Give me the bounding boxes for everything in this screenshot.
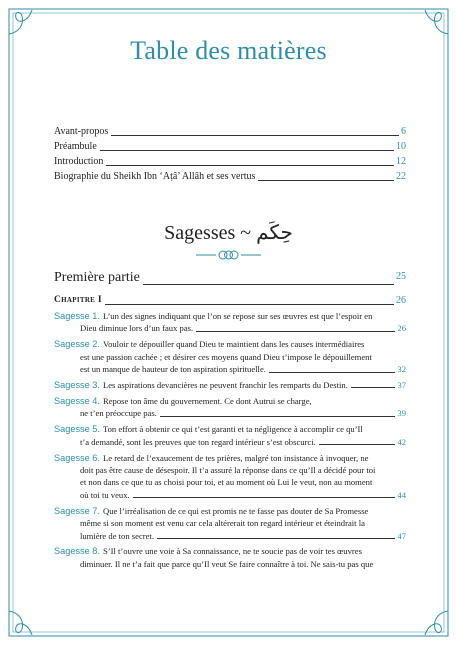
toc-page: 10 — [396, 141, 406, 152]
sagesse-text: doit pas être cause de désespoir. Il t’a assuré la réponse dans ce qu’Il a décidé pour toi — [80, 464, 376, 475]
toc-row[interactable] — [54, 124, 406, 139]
sagesse-text: diminuer. Il ne t’a fait que parce qu’Il veut Se faire connaître à toi. Ne sais-tu pas que — [80, 558, 374, 569]
sagesse-number: Sagesse 5. — [54, 424, 100, 435]
toc-label: Avant-propos — [54, 126, 109, 137]
sagesse-text: S’Il t’ouvre une voie à Sa connaissance, ne te soucie pas de voir tes œuvres — [102, 546, 362, 557]
sagesse-page: 47 — [397, 530, 406, 541]
sagesse-number: Sagesse 2. — [54, 339, 100, 350]
toc-label: Préambule — [54, 141, 97, 152]
sagesse-page: 42 — [397, 436, 406, 447]
sagesse-entry[interactable] — [54, 395, 406, 420]
sagesse-entry[interactable] — [54, 545, 406, 570]
leader-line — [196, 331, 395, 332]
leader-line — [269, 372, 395, 373]
leader-line — [111, 135, 399, 136]
sagesse-text: t’a demandé, sont les preuves que ton regard intérieur s’est obscurci. — [80, 436, 316, 447]
sagesse-text: L’un des signes indiquant que l’on se repose sur ses œuvres est que l’espoir en — [102, 311, 373, 321]
toc-label: Biographie du Sheikh Ibn ‘Aṭâ’ Allâh et ses vertus — [54, 171, 256, 182]
sagesse-text: Ton effort à obtenir ce qui t’est garanti et ta négligence à accomplir ce qu’Il — [102, 424, 363, 435]
toc-page: 6 — [401, 126, 406, 137]
sagesse-text: est un manque de hauteur de ton aspiration spirituelle. — [80, 364, 266, 375]
sagesse-text: Que l’irréalisation de ce qui est promis ne te fasse pas douter de Sa Promesse — [102, 505, 369, 516]
sagesse-list — [54, 310, 406, 574]
chapter-label: Chapitre I — [54, 295, 102, 305]
sagesse-number: Sagesse 7. — [54, 505, 100, 516]
sagesse-text: et non dans ce que tu as choisi pour toi, et au moment où Lui le veut, non au moment — [80, 477, 373, 488]
sagesse-page: 37 — [397, 380, 406, 391]
part-heading — [54, 268, 406, 288]
toc-row[interactable] — [54, 169, 406, 184]
leader-line — [133, 497, 396, 498]
sagesse-entry[interactable] — [54, 505, 406, 542]
toc-page: 22 — [396, 171, 406, 182]
leader-line — [319, 444, 396, 445]
leader-line — [105, 304, 394, 305]
sagesse-page: 39 — [397, 408, 406, 419]
toc-row[interactable] — [54, 139, 406, 154]
section-title: Sagesses ~ حِكَم — [164, 222, 293, 244]
toc-row[interactable] — [54, 154, 406, 169]
sagesse-number: Sagesse 8. — [54, 546, 100, 557]
sagesse-number: Sagesse 4. — [54, 395, 100, 406]
leader-line — [143, 284, 394, 285]
leader-line — [106, 165, 394, 166]
toc-list — [54, 124, 406, 184]
sagesse-text: Dieu diminue lors d’un faux pas. — [80, 323, 194, 334]
sagesse-entry[interactable] — [54, 310, 406, 335]
leader-line — [351, 387, 396, 388]
sagesse-page: 26 — [397, 323, 406, 334]
leader-line — [160, 416, 396, 417]
part-label: Première partie — [54, 270, 140, 285]
sagesse-entry[interactable] — [54, 379, 406, 391]
leader-line — [258, 180, 394, 181]
sagesse-number: Sagesse 3. — [54, 380, 100, 391]
chapter-page: 26 — [396, 295, 406, 306]
leader-line — [157, 538, 395, 539]
sagesse-number: Sagesse 6. — [54, 452, 100, 463]
sagesse-entry[interactable] — [54, 452, 406, 502]
chapter-heading — [54, 293, 406, 308]
sagesse-text: Le retard de l’exaucement de tes prières, malgré ton insistance à invoquer, ne — [102, 452, 369, 463]
leader-line — [100, 150, 394, 151]
sagesse-number: Sagesse 1. — [54, 311, 100, 321]
sagesse-text: Repose ton âme du gouvernement. Ce dont Autrui se charge, — [102, 395, 312, 406]
sagesse-page: 44 — [397, 489, 406, 500]
sagesse-text: où toi tu veux. — [80, 489, 130, 500]
sagesse-text: est une passion cachée ; et désirer ces moyens quand Dieu t’impose le dépouillement — [80, 351, 372, 362]
page-title: Table des matières — [130, 36, 327, 65]
ornament-divider — [196, 248, 261, 262]
sagesse-text: Les aspirations devancières ne peuvent franchir les remparts du Destin. — [102, 380, 348, 391]
part-page: 25 — [396, 271, 406, 282]
sagesse-text: ne t’en préoccupe pas. — [80, 408, 157, 419]
sagesse-entry[interactable] — [54, 423, 406, 448]
sagesse-text: même si son moment est venu car cela altérerait ton regard intérieur et éteindrait la — [80, 518, 365, 529]
sagesse-entry[interactable] — [54, 338, 406, 375]
sagesse-text: lumière de ton secret. — [80, 530, 154, 541]
sagesse-text: Vouloir te dépouiller quand Dieu te maintient dans les causes intermédiaires — [102, 339, 365, 350]
sagesse-page: 32 — [397, 364, 406, 375]
toc-label: Introduction — [54, 156, 104, 167]
toc-page: 12 — [396, 156, 406, 167]
